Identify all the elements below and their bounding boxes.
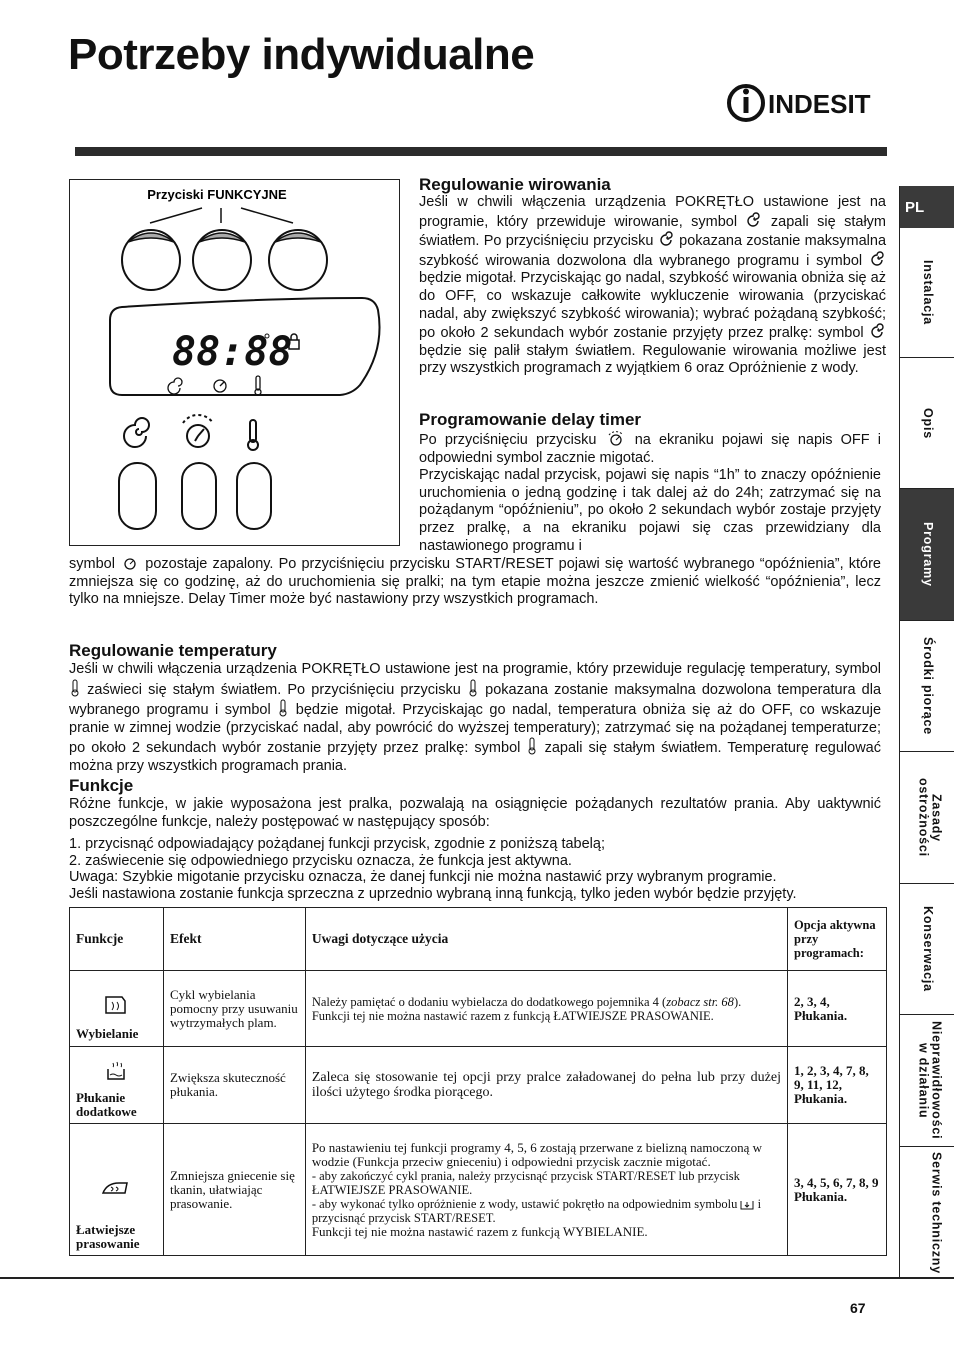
temp-text-4: będzie migotał. Przyciskając go nadal, temperatura obniża się aż do OFF, co wskazuje pranie w zimnej wodzie (przyciskać nadal, aby powrócić do wyższej temperatury); zatrzymać się na pożądanej temperaturze; po około 2 sekundach wybór zostanie przyjęty przez pralkę: symbol: [69, 702, 882, 757]
notes-text: Funkcji tej nie można nastawić razem z funkcją WYBIELANIE.: [311, 1223, 648, 1239]
tab-label: Instalacja: [921, 260, 935, 325]
delay-heading: Programowanie delay timer: [419, 410, 642, 429]
header-functions: Funkcje: [70, 908, 164, 971]
control-panel-drawing: [70, 180, 401, 547]
temp-text-5: zapali się stałym światłem. Temperaturę regulować można przy wszystkich programach prania.: [69, 740, 881, 774]
spin-text-1: Jeśli w chwili włączenia urządzenia POKRĘTŁO ustawione jest na programie, który przewiduje wirowanie, symbol: [419, 194, 886, 230]
tab-opis[interactable]: [900, 358, 954, 489]
programs-cell: 1, 2, 3, 4, 7, 8, 9, 11, 12, Płukania.: [788, 1047, 887, 1124]
extra-rinse-icon: [105, 1061, 127, 1083]
control-panel-figure: [69, 179, 400, 546]
thermometer-icon: [69, 679, 81, 697]
table-row: [70, 1047, 887, 1124]
delay-paragraph: [419, 430, 881, 555]
tab-srodki-piorace[interactable]: [900, 621, 954, 752]
tab-zasady-ostroznosci[interactable]: [900, 752, 954, 884]
tab-label: Programy: [921, 522, 935, 587]
tab-label: Środki piorące: [921, 636, 935, 736]
tab-label: Nieprawidłowości w działaniu: [916, 1021, 944, 1140]
functions-table: [69, 907, 887, 1256]
page-number: 67: [850, 1300, 866, 1316]
table-header-row: [70, 908, 887, 971]
delay-paragraph-cont: [69, 554, 881, 609]
instruction-step-2: 2. zaświecenie się odpowiedniego przycisku oznacza, że funkcja jest aktywna.: [69, 852, 572, 869]
delay-text-4: symbol: [69, 556, 115, 572]
drain-icon: [740, 1199, 754, 1211]
instruction-conflict-note: Jeśli nastawiona zostanie funkcja sprzeczna z uprzednio wybraną inną funkcją, tylko jeden wybór będzie przyjęty.: [69, 885, 797, 902]
notes-text: - aby wykonać tylko opróżnienie z wody, ustawić pokrętło na odpowiednim symbolu: [311, 1196, 738, 1211]
function-cell: [70, 1047, 164, 1124]
table-row: [70, 1124, 887, 1256]
page-title: Potrzeby indywidualne: [68, 30, 535, 79]
language-tab[interactable]: PL: [899, 186, 954, 228]
function-name: Płukanie dodatkowe: [76, 1090, 137, 1119]
sidebar-nav: [899, 186, 954, 1278]
bleach-icon: [103, 994, 129, 1016]
temp-text-3: pokazana zostanie maksymalna dozwolona temperatura dla wybranego programu i symbol: [69, 681, 882, 719]
tab-nieprawidlowosci[interactable]: [900, 1015, 954, 1147]
thermometer-icon: [467, 679, 479, 697]
display-digits: 88:88: [172, 329, 293, 375]
delay-timer-icon: [120, 554, 140, 571]
notes-text: i przycisnąć przycisk START/RESET.: [311, 1196, 762, 1225]
tab-label: Konserwacja: [921, 906, 935, 992]
spin-icon: [658, 231, 675, 248]
spin-text-3: pokazana zostanie maksymalna szybkość wirowania dozwolona dla wybranego programu i symbol: [419, 233, 887, 269]
delay-text-1: Po przyciśnięciu przycisku: [419, 432, 597, 448]
temperature-heading: Regulowanie temperatury: [69, 641, 277, 660]
function-cell: [70, 1124, 164, 1256]
spin-icon: [745, 212, 762, 229]
function-name: Łatwiejsze prasowanie: [76, 1222, 140, 1251]
function-buttons-label: Przyciski FUNKCYJNE: [147, 187, 287, 202]
temp-text-2: zaświeci się stałym światłem. Po przyciśnięciu przycisku: [87, 681, 461, 698]
indesit-logo: [726, 82, 888, 124]
tab-instalacja[interactable]: [900, 228, 954, 358]
spin-icon: [869, 323, 886, 340]
temperature-paragraph: [69, 661, 881, 776]
header-rule: [75, 147, 887, 156]
header-notes: Uwagi dotyczące użycia: [305, 908, 787, 971]
notes-text: Po nastawieniu tej funkcji programy 4, 5, 6 zostają przerwane z bielizną namoczoną w wodzie (Funkcja przeciw gnieceniu) i odpowiedni przycisk zacznie migotać.: [311, 1139, 762, 1169]
spin-heading: Regulowanie wirowania: [419, 175, 611, 194]
iron-icon: [101, 1179, 131, 1197]
tab-programy[interactable]: [900, 489, 954, 621]
notes-text: [312, 1197, 781, 1225]
temp-text-1: Jeśli w chwili włączenia urządzenia POKRĘTŁO ustawione jest na programie, który przewiduje regulację temperatury, symbol: [69, 661, 881, 677]
effect-cell: Zwiększa skuteczność płukania.: [163, 1047, 305, 1124]
tab-label: Zasady ostrożności: [916, 778, 944, 857]
notes-cell: [305, 1124, 787, 1256]
notes-cell: [305, 971, 787, 1047]
programs-cell: 3, 4, 5, 6, 7, 8, 9 Płukania.: [788, 1124, 887, 1256]
header-effect: Efekt: [163, 908, 305, 971]
notes-text: - aby zakończyć cykl prania, należy przycisnąć przycisk START/RESET lub przycisk ŁATWIEJSZE PRASOWANIE.: [311, 1168, 740, 1197]
functions-instructions: [69, 836, 881, 902]
programs-cell: 2, 3, 4, Płukania.: [788, 971, 887, 1047]
spin-text-5: będzie się palił stałym światłem. Regulowanie wirowania możliwe jest przy wszystkich programach z wyjątkiem 6 oraz Opróżnienie z wody.: [419, 342, 886, 377]
notes-text: ). Funkcji tej nie można nastawić razem z funkcją ŁATWIEJSZE PRASOWANIE.: [311, 994, 742, 1023]
spin-text-4: będzie migotał. Przyciskając go nadal, szybkość wirowania obniża się aż do OFF, co wskazuje całkowite wykluczenie wirowania (przyciskać nadal, aby zwiększyć szybkość wirowania); wybrać pożądaną szybkość; po około 2 sekundach wybór zostanie przyjęty przez pralkę: symbol: [419, 270, 886, 342]
delay-timer-icon: [605, 430, 627, 447]
header-programs: Opcja aktywna przy programach:: [788, 908, 887, 971]
functions-heading: Funkcje: [69, 776, 134, 795]
notes-cell: Zaleca się stosowanie tej opcji przy pralce załadowanej do pełna lub przy dużej ilości użytego środka piorącego.: [305, 1047, 787, 1124]
tab-label: Serwis techniczny: [929, 1151, 944, 1274]
thermometer-icon: [277, 699, 289, 717]
spin-paragraph: [419, 194, 886, 378]
table-row: [70, 971, 887, 1047]
page-reference: zobacz str. 68: [666, 994, 734, 1009]
instruction-note: Uwaga: Szybkie migotanie przycisku oznacza, że danej funkcji nie można nastawić przy wybranym programie.: [69, 869, 777, 885]
brand-name: INDESIT: [768, 89, 871, 119]
spin-text-2: zapali się stałym światłem. Po przyciśnięciu przycisku: [419, 213, 887, 250]
delay-text-2: na ekraniku pojawi się napis OFF i odpowiedni symbol zacznie migotać.: [419, 432, 881, 466]
delay-text-5: pozostaje zapalony. Po przyciśnięciu przycisku START/RESET pojawi się wartość wybranego “opóźnienia”, które zmniejsza się co godzinę, aż do uruchomienia się pralki; na tym etapie można jeszcze zmienić wielkość “opóźnienia”, lecz tylko na mniejsze. Delay Timer może być nastawiony przy wszystkich programach.: [69, 556, 882, 608]
functions-intro: Różne funkcje, w jakie wyposażona jest pralka, pozwalają na osiągnięcie pożądanych rezultatów prania. Aby uaktywnić poszczególne funkcje, należy postępować w następujący sposób:: [69, 796, 881, 830]
function-cell: [70, 971, 164, 1047]
footer-rule: [0, 1277, 954, 1279]
delay-text-3: Przyciskając nadal przycisk, pojawi się napis “1h” to znaczy opóźnienie uruchomienia o jedną godzinę i tak dalej aż do 24h; zatrzymać się na pożądanym “opóźnieniu”, po około 2 sekundach wybór zostaje przyjęty przez pralkę, a na ekraniku pojawi się czas przewidziany dla nastawionego programu i: [419, 467, 881, 554]
tab-konserwacja[interactable]: [900, 884, 954, 1015]
tab-serwis-techniczny[interactable]: [900, 1147, 954, 1278]
thermometer-icon: [526, 737, 538, 755]
tab-label: Opis: [921, 407, 935, 439]
function-name: Wybielanie: [76, 1026, 139, 1041]
effect-cell: Cykl wybielania pomocny przy usuwaniu wytrzymałych plam.: [163, 971, 305, 1047]
spin-icon: [869, 251, 886, 268]
notes-text: Należy pamiętać o dodaniu wybielacza do dodatkowego pojemnika 4 (: [311, 994, 667, 1009]
instruction-step-1: 1. przycisnąć odpowiadający pożądanej funkcji przycisk, zgodnie z poniższą tabelą;: [69, 836, 605, 852]
effect-cell: Zmniejsza gniecenie się tkanin, ułatwiając prasowanie.: [163, 1124, 305, 1256]
